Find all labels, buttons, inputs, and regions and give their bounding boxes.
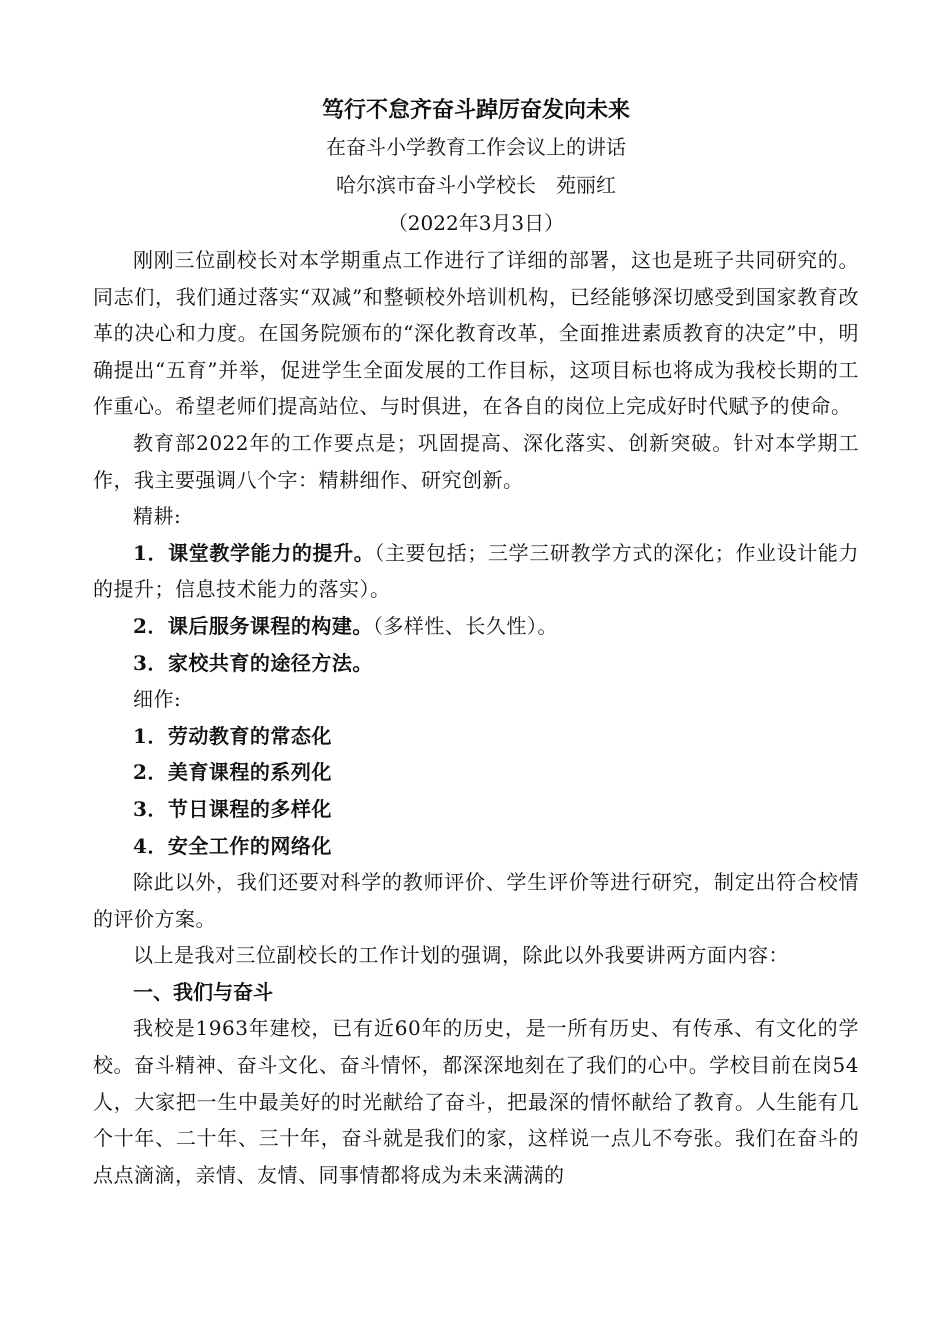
paragraph-evaluation: 除此以外，我们还要对科学的教师评价、学生评价等进行研究，制定出符合校情的评价方案。: [93, 870, 859, 931]
document-author: 哈尔滨市奋斗小学校长 苑丽红: [336, 173, 616, 197]
xizuo-item-1-text: 1．劳动教育的常态化: [133, 723, 332, 748]
xizuo-item-3: [93, 791, 859, 828]
jinggeng-item-2-title: 2．课后服务课程的构建。: [133, 613, 373, 638]
xizuo-item-2-text: 2．美育课程的系列化: [133, 760, 332, 785]
jinggeng-item-3: [93, 645, 859, 682]
section-heading-1: 一、我们与奋斗: [133, 979, 273, 1004]
document-page: [93, 92, 859, 1193]
document-date: （2022年3月3日）: [387, 211, 565, 235]
xizuo-item-2: [93, 754, 859, 791]
jinggeng-item-2-detail: （多样性、长久性）。: [372, 613, 558, 638]
jinggeng-item-2: [93, 608, 859, 645]
label-xizuo: 细作:: [133, 687, 182, 712]
label-jinggeng: 精耕:: [133, 504, 182, 529]
paragraph-transition: 以上是我对三位副校长的工作计划的强调，除此以外我要讲两方面内容：: [133, 943, 789, 968]
xizuo-item-4-text: 4．安全工作的网络化: [133, 833, 332, 858]
xizuo-item-1: [93, 718, 859, 755]
jinggeng-item-1-title: 1．课堂教学能力的提升。: [133, 540, 375, 565]
xizuo-item-3-text: 3．节日课程的多样化: [133, 796, 332, 821]
jinggeng-item-1: [93, 535, 859, 608]
jinggeng-item-3-title: 3．家校共育的途径方法。: [133, 650, 373, 675]
paragraph-school-history: 我校是1963年建校，已有近60年的历史，是一所有历史、有传承、有文化的学校。奋斗精神、奋斗文化、奋斗情怀，都深深地刻在了我们的心中。学校目前在岗54人，大家把一生中最美好的时光献给了奋斗，把最深的情怀献给了教育。人生能有几个十年、二十年、三十年，奋斗就是我们的家，这样说一点儿不夸张。我们在奋斗的点点滴滴，亲情、友情、同事情都将成为未来满满的: [93, 1016, 859, 1187]
document-title: 笃行不怠齐奋斗踔厉奋发向未来: [321, 97, 630, 123]
xizuo-item-4: [93, 828, 859, 865]
document-subtitle: 在奋斗小学教育工作会议上的讲话: [326, 135, 626, 159]
paragraph-intro: 刚刚三位副校长对本学期重点工作进行了详细的部署，这也是班子共同研究的。同志们，我们通过落实“双减”和整顿校外培训机构，已经能够深切感受到国家教育改革的决心和力度。在国务院颁布的“深化教育改革，全面推进素质教育的决定”中，明确提出“五育”并举，促进学生全面发展的工作目标，这项目标也将成为我校长期的工作重心。希望老师们提高站位、与时俱进，在各自的岗位上完成好时代赋予的使命。: [93, 248, 859, 419]
jinggeng-item-1-detail: （主要包括；三学三研教学方式的深化；作业设计能力的提升；信息技术能力的落实）。: [93, 540, 860, 602]
paragraph-key-points: 教育部2022年的工作要点是；巩固提高、深化落实、创新突破。针对本学期工作，我主要强调八个字：精耕细作、研究创新。: [93, 430, 859, 492]
